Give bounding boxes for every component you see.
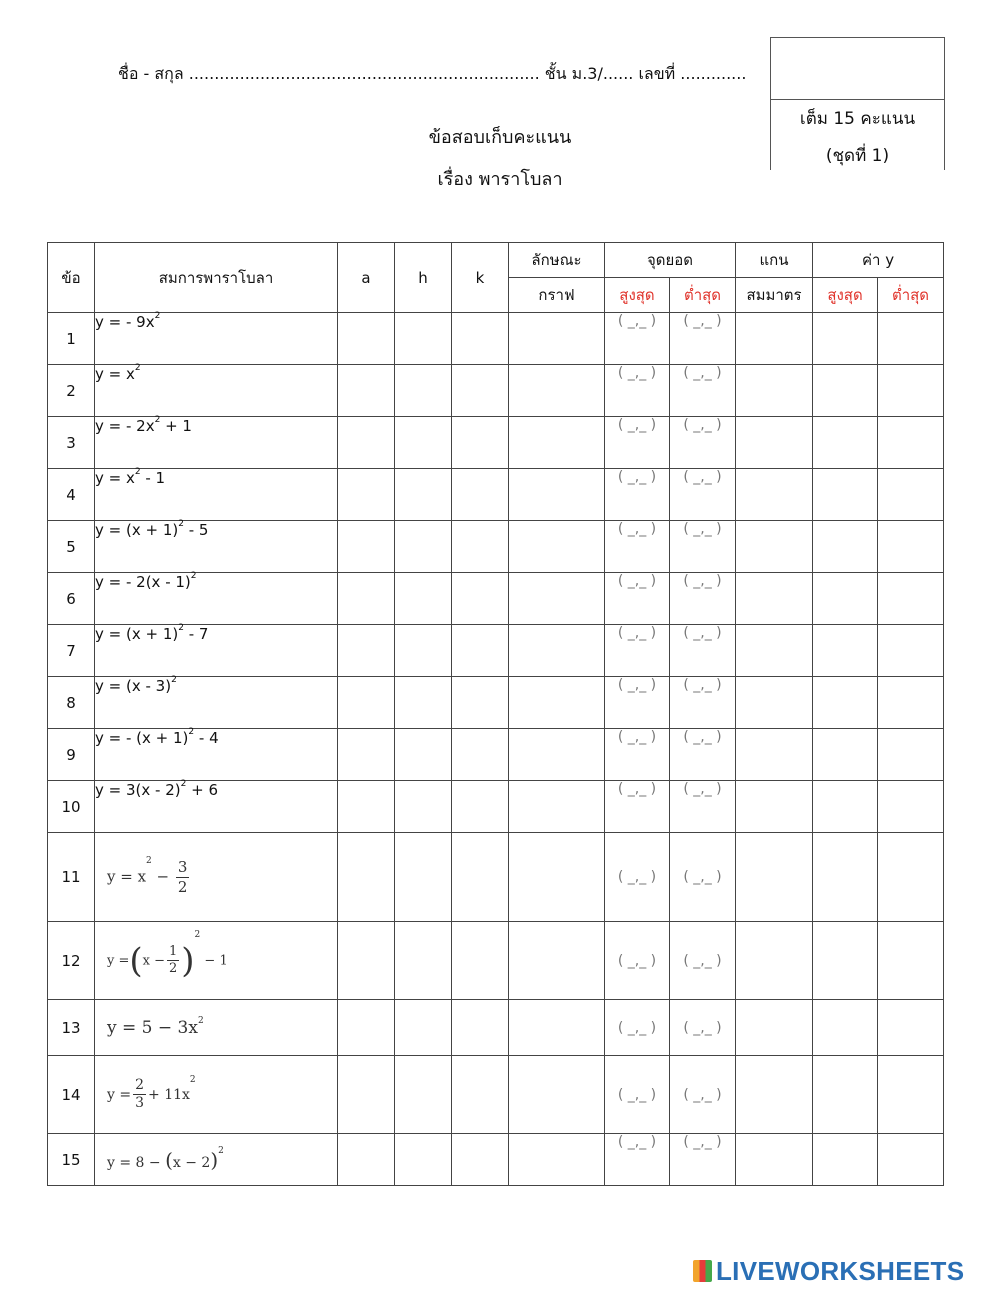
row-number: 12 bbox=[48, 922, 95, 1000]
answer-y-min[interactable] bbox=[878, 417, 944, 469]
answer-a[interactable] bbox=[338, 833, 395, 922]
vertex-max-answer[interactable]: ( _,_ ) bbox=[605, 417, 670, 469]
answer-y-min[interactable] bbox=[878, 313, 944, 365]
vertex-max-answer[interactable]: ( _,_ ) bbox=[605, 469, 670, 521]
answer-y-min[interactable] bbox=[878, 1000, 944, 1056]
table-row bbox=[48, 365, 944, 417]
answer-graph[interactable] bbox=[509, 677, 605, 729]
answer-k[interactable] bbox=[452, 1056, 509, 1134]
answer-axis[interactable] bbox=[736, 1000, 813, 1056]
vertex-min-answer[interactable]: ( _,_ ) bbox=[670, 922, 736, 1000]
answer-k[interactable] bbox=[452, 1000, 509, 1056]
answer-y-max[interactable] bbox=[813, 677, 878, 729]
answer-axis[interactable] bbox=[736, 677, 813, 729]
answer-y-min[interactable] bbox=[878, 729, 944, 781]
table-row bbox=[48, 469, 944, 521]
header-y-value: ค่า y bbox=[813, 243, 944, 278]
answer-y-min[interactable] bbox=[878, 781, 944, 833]
header-equation: สมการพาราโบลา bbox=[95, 243, 338, 313]
table-row bbox=[48, 573, 944, 625]
equation: y = - $9x^2$ bbox=[95, 313, 338, 365]
equation: $y = (x + 1)^2 - 5$ bbox=[95, 521, 338, 573]
table-row bbox=[48, 521, 944, 573]
answer-graph[interactable] bbox=[509, 417, 605, 469]
row-number: 2 bbox=[48, 365, 95, 417]
answer-h[interactable] bbox=[395, 677, 452, 729]
answer-k[interactable] bbox=[452, 677, 509, 729]
equation: $y = (x + 1)^2 - 7$ bbox=[95, 625, 338, 677]
answer-y-max[interactable] bbox=[813, 313, 878, 365]
answer-graph[interactable] bbox=[509, 1134, 605, 1186]
page-title: ข้อสอบเก็บคะแนน bbox=[428, 127, 572, 148]
answer-y-min[interactable] bbox=[878, 1134, 944, 1186]
vertex-min-answer[interactable]: ( _,_ ) bbox=[670, 469, 736, 521]
answer-h[interactable] bbox=[395, 469, 452, 521]
answer-a[interactable] bbox=[338, 573, 395, 625]
answer-axis[interactable] bbox=[736, 922, 813, 1000]
equation: $y = x^2$ − $\frac{3}{2}$ bbox=[95, 833, 338, 922]
answer-h[interactable] bbox=[395, 625, 452, 677]
answer-y-min[interactable] bbox=[878, 922, 944, 1000]
vertex-max-answer[interactable]: ( _,_ ) bbox=[605, 573, 670, 625]
vertex-min-answer[interactable]: ( _,_ ) bbox=[670, 1000, 736, 1056]
table-row bbox=[48, 417, 944, 469]
answer-axis[interactable] bbox=[736, 625, 813, 677]
vertex-max-answer[interactable]: ( _,_ ) bbox=[605, 833, 670, 922]
vertex-min-answer[interactable]: ( _,_ ) bbox=[670, 833, 736, 922]
table-row bbox=[48, 1056, 944, 1134]
answer-h[interactable] bbox=[395, 833, 452, 922]
answer-k[interactable] bbox=[452, 922, 509, 1000]
vertex-min-answer[interactable]: ( _,_ ) bbox=[670, 677, 736, 729]
header-vertex: จุดยอด bbox=[605, 243, 736, 278]
answer-y-min[interactable] bbox=[878, 365, 944, 417]
answer-axis[interactable] bbox=[736, 417, 813, 469]
answer-a[interactable] bbox=[338, 625, 395, 677]
row-number: 13 bbox=[48, 1000, 95, 1056]
answer-axis[interactable] bbox=[736, 521, 813, 573]
answer-a[interactable] bbox=[338, 781, 395, 833]
answer-k[interactable] bbox=[452, 365, 509, 417]
answer-k[interactable] bbox=[452, 625, 509, 677]
answer-y-max[interactable] bbox=[813, 469, 878, 521]
test-set-label: (ชุดที่ 1) bbox=[825, 146, 890, 166]
vertex-max-answer[interactable]: ( _,_ ) bbox=[605, 1056, 670, 1134]
answer-a[interactable] bbox=[338, 677, 395, 729]
vertex-max-answer[interactable]: ( _,_ ) bbox=[605, 1000, 670, 1056]
header-axis-line1: แกน bbox=[736, 243, 813, 278]
page-subtitle: เรื่อง พาราโบลา bbox=[437, 169, 563, 190]
table-row bbox=[48, 1000, 944, 1056]
answer-h[interactable] bbox=[395, 365, 452, 417]
answer-h[interactable] bbox=[395, 1056, 452, 1134]
row-number: 11 bbox=[48, 833, 95, 922]
score-input-area[interactable] bbox=[771, 38, 944, 100]
equation: y = - 2(x - 1)$^2$ bbox=[95, 573, 338, 625]
vertex-max-answer[interactable]: ( _,_ ) bbox=[605, 521, 670, 573]
vertex-max-answer[interactable]: ( _,_ ) bbox=[605, 313, 670, 365]
answer-y-max[interactable] bbox=[813, 1134, 878, 1186]
answer-k[interactable] bbox=[452, 469, 509, 521]
header-y-max: สูงสุด bbox=[813, 278, 878, 313]
answer-h[interactable] bbox=[395, 521, 452, 573]
answer-y-max[interactable] bbox=[813, 417, 878, 469]
worksheet-table bbox=[47, 242, 944, 1186]
row-number: 10 bbox=[48, 781, 95, 833]
answer-axis[interactable] bbox=[736, 1056, 813, 1134]
answer-a[interactable] bbox=[338, 1134, 395, 1186]
answer-y-max[interactable] bbox=[813, 833, 878, 922]
equation: $y = 8 - (x - 2)^2$ bbox=[95, 1134, 338, 1186]
row-number: 6 bbox=[48, 573, 95, 625]
answer-y-min[interactable] bbox=[878, 1056, 944, 1134]
answer-graph[interactable] bbox=[509, 1000, 605, 1056]
header-vertex-max: สูงสุด bbox=[605, 278, 670, 313]
vertex-max-answer[interactable]: ( _,_ ) bbox=[605, 677, 670, 729]
answer-graph[interactable] bbox=[509, 833, 605, 922]
vertex-min-answer[interactable]: ( _,_ ) bbox=[670, 1056, 736, 1134]
answer-a[interactable] bbox=[338, 469, 395, 521]
equation: y =(x − $\frac{1}{2}$ )$^2$ − 1 bbox=[95, 922, 338, 1000]
answer-axis[interactable] bbox=[736, 833, 813, 922]
table-row bbox=[48, 781, 944, 833]
answer-h[interactable] bbox=[395, 313, 452, 365]
row-number: 8 bbox=[48, 677, 95, 729]
answer-k[interactable] bbox=[452, 417, 509, 469]
table-row bbox=[48, 313, 944, 365]
table-row bbox=[48, 729, 944, 781]
answer-y-min[interactable] bbox=[878, 677, 944, 729]
answer-axis[interactable] bbox=[736, 365, 813, 417]
equation: $y = x^2$ bbox=[95, 365, 338, 417]
answer-h[interactable] bbox=[395, 781, 452, 833]
table-row bbox=[48, 1134, 944, 1186]
answer-a[interactable] bbox=[338, 729, 395, 781]
header-h: h bbox=[395, 243, 452, 313]
header-y-min: ต่ำสุด bbox=[878, 278, 944, 313]
row-number: 7 bbox=[48, 625, 95, 677]
row-number: 3 bbox=[48, 417, 95, 469]
answer-k[interactable] bbox=[452, 1134, 509, 1186]
header-a: a bbox=[338, 243, 395, 313]
answer-axis[interactable] bbox=[736, 781, 813, 833]
row-number: 14 bbox=[48, 1056, 95, 1134]
answer-a[interactable] bbox=[338, 1000, 395, 1056]
vertex-max-answer[interactable]: ( _,_ ) bbox=[605, 729, 670, 781]
answer-y-min[interactable] bbox=[878, 521, 944, 573]
equation: y = (x - 3)$^2$ bbox=[95, 677, 338, 729]
equation: $y = x^2 - 1$ bbox=[95, 469, 338, 521]
answer-y-max[interactable] bbox=[813, 521, 878, 573]
equation: y = - $2x^2 + 1$ bbox=[95, 417, 338, 469]
answer-y-min[interactable] bbox=[878, 573, 944, 625]
answer-axis[interactable] bbox=[736, 573, 813, 625]
row-number: 4 bbox=[48, 469, 95, 521]
answer-k[interactable] bbox=[452, 781, 509, 833]
answer-k[interactable] bbox=[452, 833, 509, 922]
answer-h[interactable] bbox=[395, 1000, 452, 1056]
row-number: 9 bbox=[48, 729, 95, 781]
answer-graph[interactable] bbox=[509, 573, 605, 625]
equation: y = $\frac{2}{3}$ + $11x^2$ bbox=[95, 1056, 338, 1134]
vertex-min-answer[interactable]: ( _,_ ) bbox=[670, 625, 736, 677]
answer-y-min[interactable] bbox=[878, 833, 944, 922]
vertex-max-answer[interactable]: ( _,_ ) bbox=[605, 781, 670, 833]
header-graph-line2: กราฟ bbox=[509, 278, 605, 313]
answer-axis[interactable] bbox=[736, 469, 813, 521]
vertex-max-answer[interactable]: ( _,_ ) bbox=[605, 625, 670, 677]
answer-h[interactable] bbox=[395, 922, 452, 1000]
answer-a[interactable] bbox=[338, 521, 395, 573]
answer-graph[interactable] bbox=[509, 521, 605, 573]
vertex-max-answer[interactable]: ( _,_ ) bbox=[605, 1134, 670, 1186]
header-k: k bbox=[452, 243, 509, 313]
answer-graph[interactable] bbox=[509, 625, 605, 677]
header-graph-line1: ลักษณะ bbox=[509, 243, 605, 278]
equation: $y = 5 - 3x^2$ bbox=[95, 1000, 338, 1056]
answer-k[interactable] bbox=[452, 313, 509, 365]
logo-mark-icon bbox=[693, 1260, 712, 1282]
table-row bbox=[48, 922, 944, 1000]
answer-y-max[interactable] bbox=[813, 781, 878, 833]
row-number: 1 bbox=[48, 313, 95, 365]
answer-y-min[interactable] bbox=[878, 469, 944, 521]
answer-k[interactable] bbox=[452, 573, 509, 625]
header-no: ข้อ bbox=[48, 243, 95, 313]
answer-h[interactable] bbox=[395, 417, 452, 469]
answer-h[interactable] bbox=[395, 729, 452, 781]
answer-graph[interactable] bbox=[509, 1056, 605, 1134]
table-row bbox=[48, 677, 944, 729]
answer-y-max[interactable] bbox=[813, 1000, 878, 1056]
vertex-min-answer[interactable]: ( _,_ ) bbox=[670, 573, 736, 625]
full-score-label: เต็ม 15 คะแนน bbox=[799, 109, 916, 129]
answer-y-max[interactable] bbox=[813, 625, 878, 677]
answer-axis[interactable] bbox=[736, 313, 813, 365]
answer-h[interactable] bbox=[395, 1134, 452, 1186]
answer-a[interactable] bbox=[338, 922, 395, 1000]
header-axis-line2: สมมาตร bbox=[736, 278, 813, 313]
answer-a[interactable] bbox=[338, 365, 395, 417]
vertex-min-answer[interactable]: ( _,_ ) bbox=[670, 417, 736, 469]
vertex-min-answer[interactable]: ( _,_ ) bbox=[670, 365, 736, 417]
answer-graph[interactable] bbox=[509, 365, 605, 417]
vertex-max-answer[interactable]: ( _,_ ) bbox=[605, 365, 670, 417]
row-number: 5 bbox=[48, 521, 95, 573]
answer-a[interactable] bbox=[338, 417, 395, 469]
table-row bbox=[48, 625, 944, 677]
answer-h[interactable] bbox=[395, 573, 452, 625]
table-row bbox=[48, 833, 944, 922]
vertex-min-answer[interactable]: ( _,_ ) bbox=[670, 521, 736, 573]
answer-a[interactable] bbox=[338, 1056, 395, 1134]
vertex-max-answer[interactable]: ( _,_ ) bbox=[605, 922, 670, 1000]
answer-axis[interactable] bbox=[736, 729, 813, 781]
answer-a[interactable] bbox=[338, 313, 395, 365]
vertex-min-answer[interactable]: ( _,_ ) bbox=[670, 781, 736, 833]
answer-k[interactable] bbox=[452, 521, 509, 573]
vertex-min-answer[interactable]: ( _,_ ) bbox=[670, 729, 736, 781]
answer-graph[interactable] bbox=[509, 729, 605, 781]
answer-graph[interactable] bbox=[509, 469, 605, 521]
answer-graph[interactable] bbox=[509, 922, 605, 1000]
name-class-number-line: ชื่อ - สกุล ..................................................................... ชั้น ม.3/...... เลขที่ ............. bbox=[118, 64, 747, 83]
equation: y = - $(x + 1)^2 - 4$ bbox=[95, 729, 338, 781]
answer-y-max[interactable] bbox=[813, 573, 878, 625]
row-number: 15 bbox=[48, 1134, 95, 1186]
liveworksheets-logo: LIVEWORKSHEETS bbox=[693, 1256, 964, 1287]
vertex-min-answer[interactable]: ( _,_ ) bbox=[670, 313, 736, 365]
vertex-min-answer[interactable]: ( _,_ ) bbox=[670, 1134, 736, 1186]
answer-graph[interactable] bbox=[509, 781, 605, 833]
answer-y-min[interactable] bbox=[878, 625, 944, 677]
answer-graph[interactable] bbox=[509, 313, 605, 365]
answer-y-max[interactable] bbox=[813, 365, 878, 417]
answer-y-max[interactable] bbox=[813, 922, 878, 1000]
answer-y-max[interactable] bbox=[813, 1056, 878, 1134]
answer-axis[interactable] bbox=[736, 1134, 813, 1186]
answer-k[interactable] bbox=[452, 729, 509, 781]
equation: y = 3(x - 2)$^2$ + 6 bbox=[95, 781, 338, 833]
answer-y-max[interactable] bbox=[813, 729, 878, 781]
header-vertex-min: ต่ำสุด bbox=[670, 278, 736, 313]
